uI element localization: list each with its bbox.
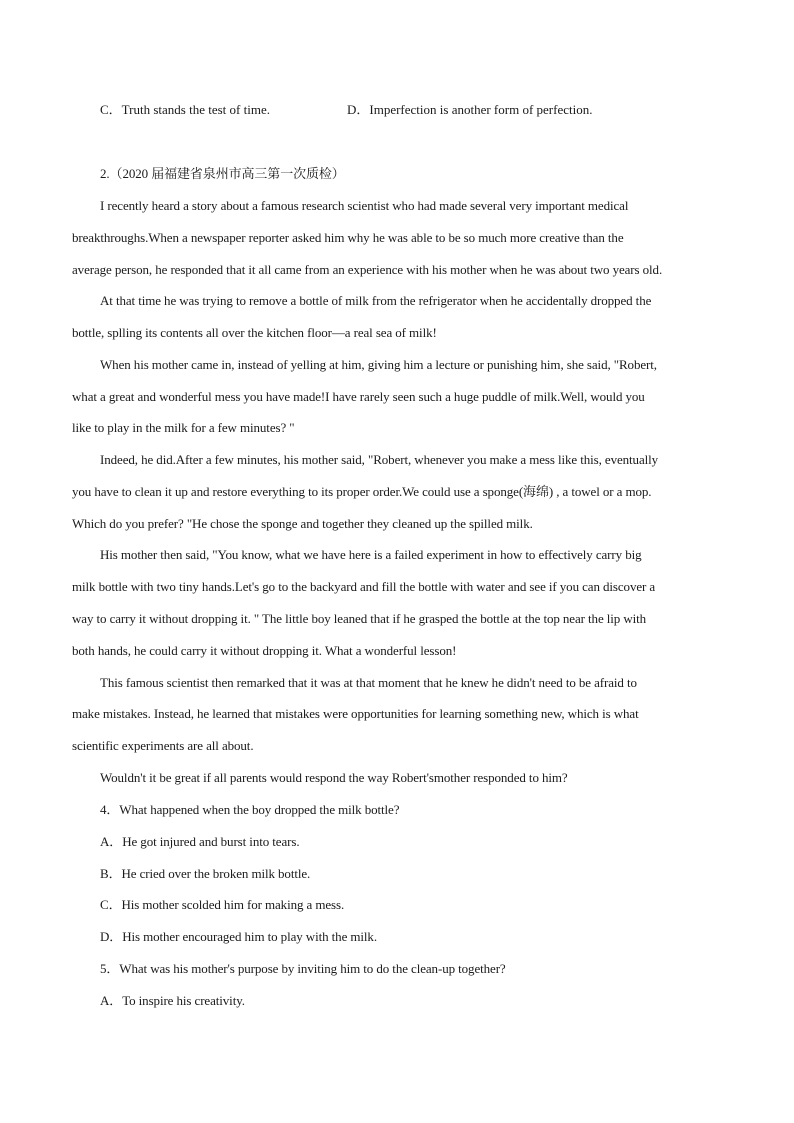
option-d-prev: D．Imperfection is another form of perfection. <box>347 102 593 117</box>
passage-line: bottle, splling its contents all over the kitchen floor—a real sea of milk! <box>72 325 437 340</box>
passage-line: Indeed, he did.After a few minutes, his mother said, "Robert, whenever you make a mess like this, eventually <box>100 452 659 467</box>
passage-line: His mother then said, "You know, what we have here is a failed experiment in how to effectively carry big <box>100 547 642 562</box>
passage-line: milk bottle with two tiny hands.Let's go to the backyard and fill the bottle with water and see if you can discover a <box>72 579 656 594</box>
passage-line: both hands, he could carry it without dropping it. What a wonderful lesson! <box>72 643 457 658</box>
passage-line: When his mother came in, instead of yelling at him, giving him a lecture or punishing him, she said, "Robert, <box>100 357 657 372</box>
passage-line: breakthroughs.When a newspaper reporter asked him why he was able to be so much more creative than the <box>72 230 624 245</box>
passage-line: what a great and wonderful mess you have made!I have rarely seen such a huge puddle of milk.Well, would you <box>72 389 645 404</box>
passage-line: average person, he responded that it all came from an experience with his mother when he was about two years old. <box>72 262 663 277</box>
question-4-option-b: B．He cried over the broken milk bottle. <box>100 866 311 881</box>
passage-line: scientific experiments are all about. <box>72 738 254 753</box>
passage-line: Which do you prefer? "He chose the sponge and together they cleaned up the spilled milk. <box>72 516 533 531</box>
passage-line: At that time he was trying to remove a bottle of milk from the refrigerator when he accidentally dropped the <box>100 293 652 308</box>
option-c-prev: C．Truth stands the test of time. <box>100 102 270 117</box>
passage-line: This famous scientist then remarked that it was at that moment that he knew he didn't need to be afraid to <box>100 675 637 690</box>
question-4-option-a: A．He got injured and burst into tears. <box>100 834 300 849</box>
passage-line: I recently heard a story about a famous research scientist who had made several very important medical <box>100 198 629 213</box>
question-4-option-c: C．His mother scolded him for making a mess. <box>100 897 345 912</box>
question-4: 4．What happened when the boy dropped the milk bottle? <box>100 802 400 817</box>
question-4-option-d: D．His mother encouraged him to play with the milk. <box>100 929 377 944</box>
passage-line: you have to clean it up and restore everything to its proper order.We could use a sponge(海绵) , a towel or a mop. <box>72 484 652 499</box>
question-5: 5．What was his mother's purpose by inviting him to do the clean-up together? <box>100 961 506 976</box>
question-5-option-a: A．To inspire his creativity. <box>100 993 245 1008</box>
section-heading: 2.（2020 届福建省泉州市高三第一次质检） <box>100 166 345 181</box>
passage-line: way to carry it without dropping it. " The little boy leaned that if he grasped the bottle at the top near the lip with <box>72 611 647 626</box>
passage-line: Wouldn't it be great if all parents would respond the way Robert'smother responded to him? <box>100 770 568 785</box>
passage-line: like to play in the milk for a few minutes? " <box>72 420 295 435</box>
passage-line: make mistakes. Instead, he learned that mistakes were opportunities for learning something new, which is what <box>72 706 639 721</box>
